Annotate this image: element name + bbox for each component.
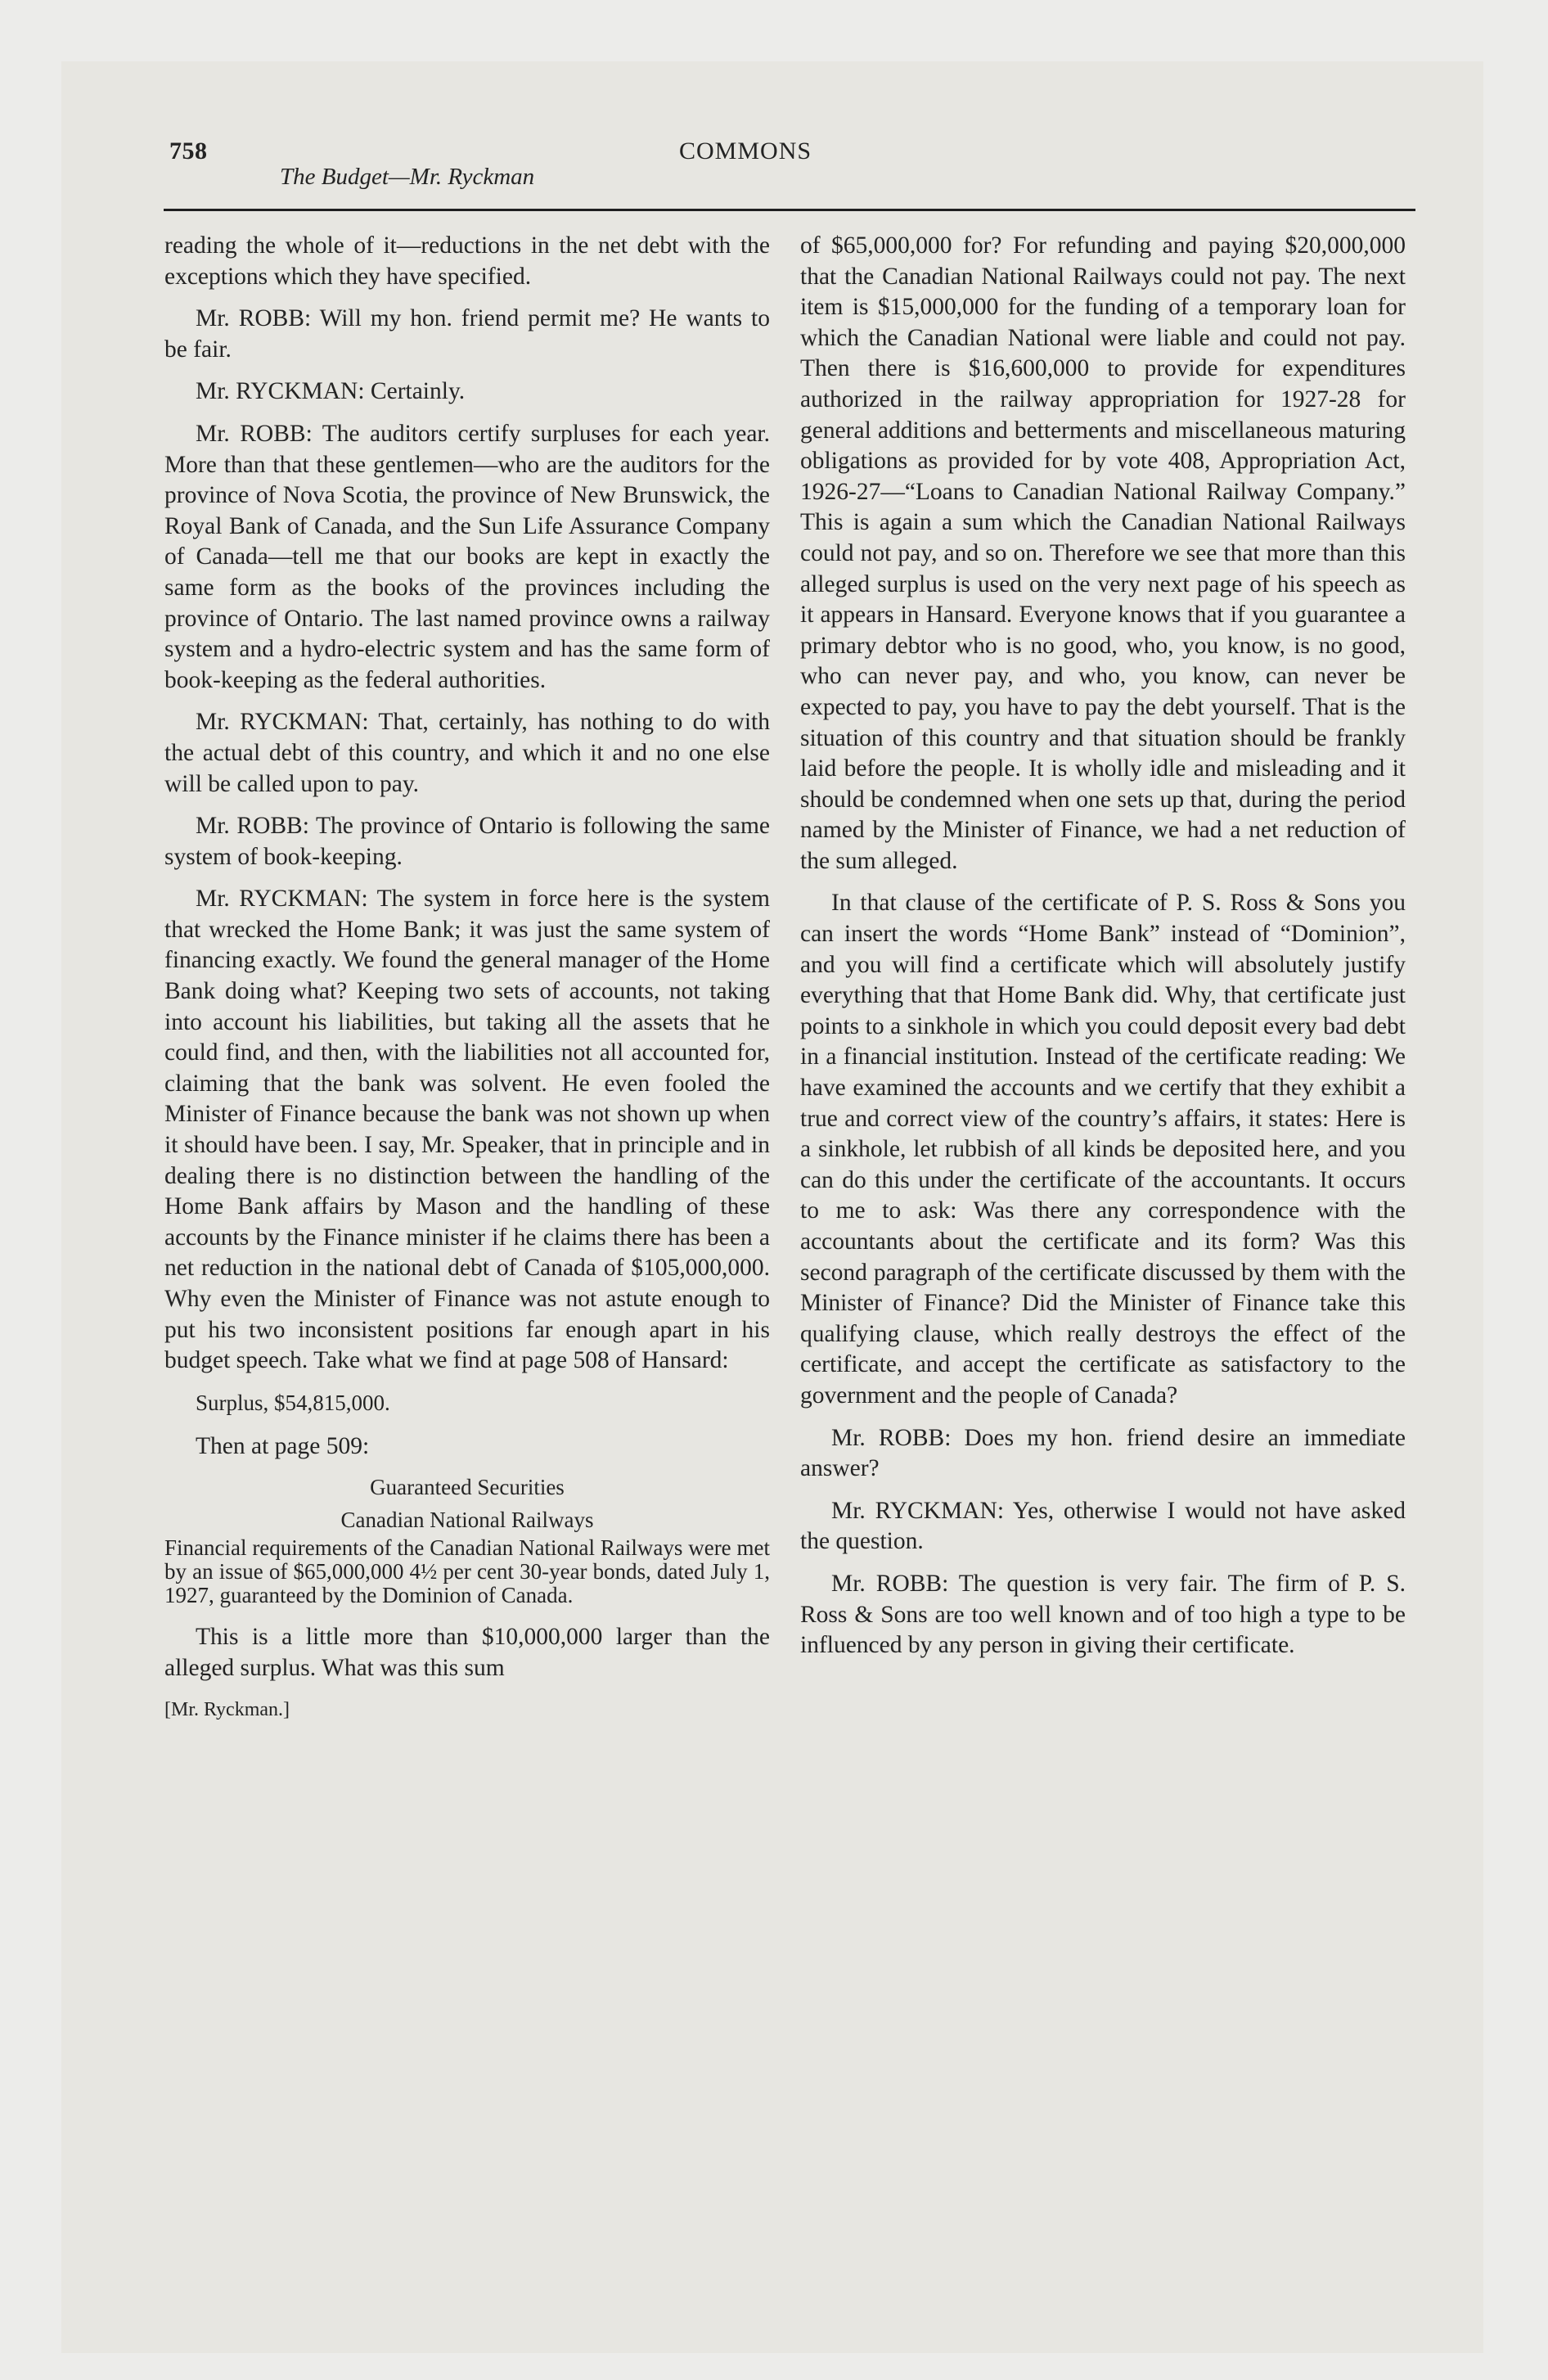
paragraph: Mr. ROBB: Does my hon. friend desire an immediate answer? xyxy=(800,1424,1406,1482)
paragraph: Mr. RYCKMAN: That, certainly, has nothing to do with the actual debt of this country, and which it and no one else will be called upon to pay. xyxy=(164,709,770,797)
paragraph: [Mr. Ryckman.] xyxy=(164,1699,290,1721)
right-column xyxy=(800,231,1406,1673)
paragraph: In that clause of the certificate of P. S. Ross & Sons you can insert the words “Home Bank” instead of “Dominion”, and you will find a certificate which will absolutely justify everything that that Home Bank did. Why, that certificate just points to a sinkhole in which you could deposit every bad debt in a financial institution. Instead of the certificate reading: We have examined the accounts and we certify that they exhibit a true and correct view of the country’s affairs, it states: Here is a sinkhole, let rubbish of all kinds be deposited here, and you can do this under the certificate of the accountants. It occurs to me to ask: Was there any correspondence with the accountants about the certificate and its form? Was this second paragraph of the certificate discussed by them with the Minister of Finance? Did the Minister of Finance take this qualifying clause, which really destroys the effect of the certificate, and accept the certificate as satisfactory to the government and the people of Canada? xyxy=(800,890,1406,1409)
header-rule xyxy=(164,209,1415,211)
paragraph: Surplus, $54,815,000. xyxy=(196,1390,390,1415)
paragraph: Then at page 509: xyxy=(196,1433,370,1460)
paragraph: Mr. ROBB: The province of Ontario is following the same system of book-keeping. xyxy=(164,813,770,870)
page-number: 758 xyxy=(169,137,208,165)
paragraph: Mr. RYCKMAN: The system in force here is the system that wrecked the Home Bank; it was just the same system of financing exactly. We found the general manager of the Home Bank doing what? Keeping two sets of accounts, not taking into account his liabilities, but taking all the assets that he could find, and then, with the liabilities not all accounted for, claiming that the bank was solvent. He even fooled the Minister of Finance because the bank was not shown up when it should have been. I say, Mr. Speaker, that in principle and in dealing there is no distinction between the handling of the Home Bank affairs by Mason and the handling of these accounts by the Finance minister if he claims there has been a net reduction in the national debt of Canada of $105,000,000. Why even the Minister of Finance was not astute enough to put his two inconsistent positions far enough apart in his budget speech. Take what we find at page 508 of Hansard: xyxy=(164,886,770,1374)
paragraph: Canadian National Railways xyxy=(340,1507,594,1532)
paragraph: Guaranteed Securities xyxy=(370,1474,565,1499)
paragraph: Mr. ROBB: Will my hon. friend permit me? He wants to be fair. xyxy=(164,305,770,363)
running-head: COMMONS xyxy=(679,137,812,165)
paragraph: of $65,000,000 for? For refunding and paying $20,000,000 that the Canadian National Railways could not pay. The next item is $15,000,000 for the funding of a temporary loan for which the Canadian National were liable and could not pay. Then there is $16,600,000 to provide for expenditures authorized in the railway appropriation for 1927-28 for general additions and betterments and miscellaneous maturing obligations as provided for by vote 408, Appropriation Act, 1926-27—“Loans to Canadian National Railway Company.” This is again a sum which the Canadian National Railways could not pay, and so on. Therefore we see that more than this alleged surplus is used on the very next page of his speech as it appears in Hansard. Everyone knows that if you guarantee a primary debtor who is no good, who, you know, is no good, who can never pay, and who, you know, can never be expected to pay, you have to pay the debt yourself. That is the situation of this country and that situation should be frankly laid before the people. It is wholly idle and misleading and it should be condemned when one sets up that, during the period named by the Minister of Finance, we had a net reduction of the sum alleged. xyxy=(800,232,1406,874)
paragraph: Mr. RYCKMAN: Certainly. xyxy=(196,378,466,405)
section-subhead: The Budget—Mr. Ryckman xyxy=(280,164,535,190)
paragraph: Mr. RYCKMAN: Yes, otherwise I would not have asked the question. xyxy=(800,1497,1406,1555)
paragraph: This is a little more than $10,000,000 larger than the alleged surplus. What was this sum xyxy=(164,1623,770,1681)
left-column xyxy=(164,231,770,1726)
paragraph: Mr. ROBB: The question is very fair. The firm of P. S. Ross & Sons are too well known and of too high a type to be influenced by any person in giving their certificate. xyxy=(800,1570,1406,1659)
paragraph: Mr. ROBB: The auditors certify surpluses for each year. More than that these gentlemen—who are the auditors for the province of Nova Scotia, the province of New Brunswick, the Royal Bank of Canada, and the Sun Life Assurance Company of Canada—tell me that our books are kept in exactly the same form as the books of the provinces including the province of Ontario. The last named province owns a railway system and a hydro-electric system and has the same form of book-keeping as the federal authorities. xyxy=(164,420,770,693)
paragraph: Financial requirements of the Canadian National Railways were met by an issue of $65,000,000 4½ per cent 30-year bonds, dated July 1, 1927, guaranteed by the Dominion of Canada. xyxy=(164,1535,770,1607)
paragraph: reading the whole of it—reductions in the net debt with the exceptions which they have specified. xyxy=(164,232,770,290)
